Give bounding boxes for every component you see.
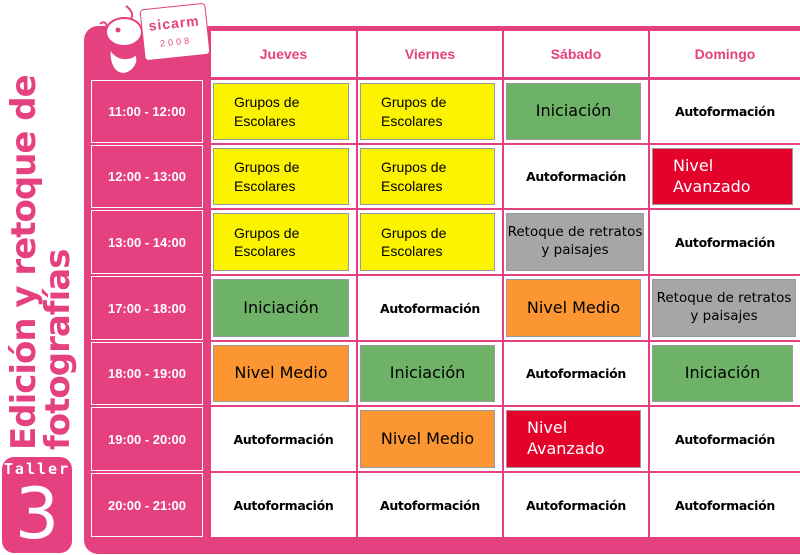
session-0-3: Autoformación [674,104,776,119]
time-slot-1: 12:00 - 13:00 [91,145,203,208]
session-5-2 [506,410,641,468]
session-0-1 [360,83,495,140]
session-6-1: Autoformación [379,497,481,513]
session-5-1 [360,410,495,468]
session-6-0: Autoformación [233,497,334,513]
session-label: Iniciación [243,297,319,317]
day-header-3: Domingo [650,31,800,77]
session-label: Grupos de Escolares [381,159,447,194]
day-header-2: Sábado [504,31,648,77]
session-label: Iniciación [389,363,466,383]
session-6-3: Autoformación [674,497,776,513]
session-3-1: Autoformación [379,300,481,316]
day-header-1: Viernes [358,31,502,77]
session-5-0: Autoformación [233,431,334,447]
session-1-1 [360,148,495,205]
session-label: Nivel Medio [234,363,328,383]
session-label: Iniciación [684,363,761,383]
session-label: Retoque de retratos y paisajes [656,290,792,324]
logo-name: sicarm [147,12,201,34]
taller-label: Taller [3,460,71,478]
time-slot-6: 20:00 - 21:00 [91,473,203,537]
session-label: Iniciación [535,101,612,121]
session-1-3 [652,148,793,205]
taller-number: 3 [14,473,60,555]
session-label: Nivel Medio [380,428,475,448]
session-label: Grupos de Escolares [234,94,300,129]
session-label: Grupos de Escolares [381,94,447,129]
session-4-1 [360,345,495,402]
workshop-title [2,75,78,450]
time-slot-0: 11:00 - 12:00 [91,80,203,143]
session-label: Grupos de Escolares [234,224,300,259]
session-4-3 [652,345,793,402]
session-label: Nivel Medio [526,297,621,317]
time-slot-4: 18:00 - 19:00 [91,342,203,405]
session-2-0 [213,213,349,271]
session-label: Nivel Avanzado [527,418,605,458]
session-2-2 [506,213,644,271]
session-label: Grupos de Escolares [234,159,300,194]
workshop-title-line2: fotografías [38,249,78,450]
session-6-2: Autoformación [525,497,627,513]
taller-badge [2,457,72,553]
logo-year: 2008 [159,35,193,49]
session-3-2 [506,279,641,337]
session-5-3: Autoformación [674,431,776,447]
sicarm-logo [98,2,208,80]
time-slot-2: 13:00 - 14:00 [91,210,203,274]
workshop-title-line1: Edición y retoque de [4,75,44,450]
session-0-0 [213,83,349,140]
session-1-2: Autoformación [525,169,627,184]
time-slot-3: 17:00 - 18:00 [91,276,203,340]
session-4-0 [213,345,349,402]
logo-stamp [139,3,210,62]
session-label: Grupos de Escolares [381,224,447,259]
session-3-3 [652,279,796,337]
session-3-0 [213,279,349,337]
time-slot-5: 19:00 - 20:00 [91,407,203,471]
session-1-0 [213,148,349,205]
session-2-1 [360,213,495,271]
session-label: Retoque de retratos y paisajes [507,224,643,258]
session-0-2 [506,83,641,140]
session-2-3: Autoformación [674,234,776,250]
day-header-0: Jueves [211,31,356,77]
session-label: Nivel Avanzado [673,155,751,196]
session-4-2: Autoformación [525,366,627,381]
